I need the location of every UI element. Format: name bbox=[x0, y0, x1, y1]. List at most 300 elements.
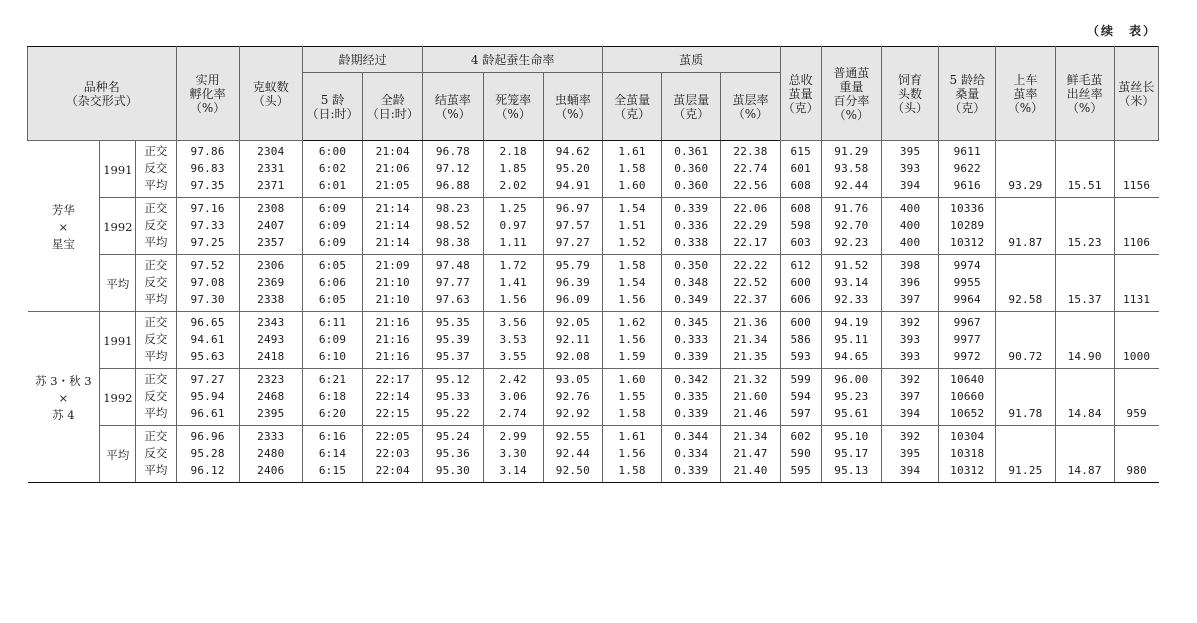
value-cell: 2371 bbox=[239, 177, 302, 198]
variety-line: × bbox=[58, 390, 69, 405]
value-cell: 92.55 bbox=[543, 426, 602, 446]
value-cell: 393 bbox=[881, 331, 938, 348]
value-cell: 97.77 bbox=[423, 274, 483, 291]
value-cell: 90.72 bbox=[996, 348, 1055, 369]
value-cell bbox=[1114, 426, 1158, 446]
table-row bbox=[28, 198, 1159, 218]
value-cell: 1.56 bbox=[602, 331, 661, 348]
value-cell: 21.34 bbox=[721, 331, 780, 348]
value-cell: 94.91 bbox=[543, 177, 602, 198]
value-cell bbox=[996, 160, 1055, 177]
value-cell: 0.345 bbox=[662, 312, 721, 332]
value-cell bbox=[1114, 274, 1158, 291]
value-cell: 1.25 bbox=[483, 198, 543, 218]
value-cell: 595 bbox=[780, 462, 821, 483]
value-cell: 96.97 bbox=[543, 198, 602, 218]
value-cell bbox=[1114, 388, 1158, 405]
value-cell: 0.339 bbox=[662, 405, 721, 426]
header-instar-5: 5 龄 （日:时） bbox=[302, 73, 362, 141]
value-cell: 15.23 bbox=[1055, 234, 1114, 255]
value-cell: 21:06 bbox=[363, 160, 423, 177]
value-cell: 15.51 bbox=[1055, 177, 1114, 198]
value-cell: 96.61 bbox=[176, 405, 239, 426]
value-cell: 96.39 bbox=[543, 274, 602, 291]
value-cell bbox=[996, 255, 1055, 275]
value-cell: 22.06 bbox=[721, 198, 780, 218]
value-cell: 6:20 bbox=[302, 405, 362, 426]
value-cell: 1.56 bbox=[483, 291, 543, 312]
value-cell: 597 bbox=[780, 405, 821, 426]
value-cell: 2338 bbox=[239, 291, 302, 312]
value-cell: 6:05 bbox=[302, 291, 362, 312]
value-cell: 92.08 bbox=[543, 348, 602, 369]
value-cell: 1131 bbox=[1114, 291, 1158, 312]
table-row bbox=[28, 312, 1159, 332]
value-cell: 98.23 bbox=[423, 198, 483, 218]
value-cell: 95.61 bbox=[821, 405, 881, 426]
value-cell: 2.42 bbox=[483, 369, 543, 389]
value-cell: 21.32 bbox=[721, 369, 780, 389]
value-cell: 400 bbox=[881, 234, 938, 255]
value-cell: 393 bbox=[881, 160, 938, 177]
year-cell: 1992 bbox=[100, 198, 136, 255]
value-cell: 22.29 bbox=[721, 217, 780, 234]
value-cell: 21:14 bbox=[363, 234, 423, 255]
value-cell: 608 bbox=[780, 177, 821, 198]
table-row bbox=[28, 388, 1159, 405]
table-row bbox=[28, 274, 1159, 291]
value-cell: 1.51 bbox=[602, 217, 661, 234]
value-cell: 22:05 bbox=[363, 426, 423, 446]
value-cell: 1.52 bbox=[602, 234, 661, 255]
value-cell: 0.344 bbox=[662, 426, 721, 446]
value-cell: 6:10 bbox=[302, 348, 362, 369]
value-cell: 1.58 bbox=[602, 405, 661, 426]
value-cell: 97.12 bbox=[423, 160, 483, 177]
table-row bbox=[28, 462, 1159, 483]
silkworm-data-table bbox=[27, 46, 1159, 483]
value-cell: 97.25 bbox=[176, 234, 239, 255]
cross-type-cell: 正交 bbox=[136, 312, 176, 332]
value-cell: 21:16 bbox=[363, 331, 423, 348]
value-cell: 0.349 bbox=[662, 291, 721, 312]
value-cell bbox=[1114, 160, 1158, 177]
value-cell: 91.29 bbox=[821, 141, 881, 161]
variety-line: 星宝 bbox=[51, 236, 75, 251]
value-cell: 94.65 bbox=[821, 348, 881, 369]
value-cell bbox=[1055, 198, 1114, 218]
value-cell: 9955 bbox=[939, 274, 996, 291]
value-cell: 96.96 bbox=[176, 426, 239, 446]
value-cell: 6:09 bbox=[302, 331, 362, 348]
value-cell: 397 bbox=[881, 291, 938, 312]
value-cell: 394 bbox=[881, 177, 938, 198]
value-cell: 91.76 bbox=[821, 198, 881, 218]
value-cell: 3.53 bbox=[483, 331, 543, 348]
value-cell: 2343 bbox=[239, 312, 302, 332]
value-cell: 22.52 bbox=[721, 274, 780, 291]
value-cell: 15.37 bbox=[1055, 291, 1114, 312]
value-cell: 1.72 bbox=[483, 255, 543, 275]
value-cell bbox=[996, 388, 1055, 405]
cross-type-cell: 反交 bbox=[136, 217, 176, 234]
value-cell: 9616 bbox=[939, 177, 996, 198]
value-cell: 394 bbox=[881, 462, 938, 483]
value-cell: 95.35 bbox=[423, 312, 483, 332]
value-cell: 22.74 bbox=[721, 160, 780, 177]
value-cell: 9977 bbox=[939, 331, 996, 348]
value-cell: 2323 bbox=[239, 369, 302, 389]
value-cell: 97.27 bbox=[176, 369, 239, 389]
value-cell: 392 bbox=[881, 312, 938, 332]
value-cell: 22:03 bbox=[363, 445, 423, 462]
value-cell: 9611 bbox=[939, 141, 996, 161]
value-cell: 92.11 bbox=[543, 331, 602, 348]
value-cell: 97.63 bbox=[423, 291, 483, 312]
value-cell: 1.62 bbox=[602, 312, 661, 332]
table-row bbox=[28, 177, 1159, 198]
header-shell-ratio: 茧层率 （%） bbox=[721, 73, 780, 141]
value-cell: 2306 bbox=[239, 255, 302, 275]
variety-cell bbox=[28, 141, 100, 312]
value-cell: 21:14 bbox=[363, 198, 423, 218]
value-cell: 91.52 bbox=[821, 255, 881, 275]
value-cell: 615 bbox=[780, 141, 821, 161]
value-cell: 6:15 bbox=[302, 462, 362, 483]
value-cell: 0.339 bbox=[662, 348, 721, 369]
header-instar-group: 龄期经过 bbox=[302, 47, 422, 73]
variety-line: 芳华 bbox=[51, 202, 75, 217]
value-cell: 94.19 bbox=[821, 312, 881, 332]
value-cell: 96.88 bbox=[423, 177, 483, 198]
value-cell: 97.48 bbox=[423, 255, 483, 275]
value-cell: 400 bbox=[881, 198, 938, 218]
table-row bbox=[28, 291, 1159, 312]
value-cell: 9967 bbox=[939, 312, 996, 332]
value-cell: 6:09 bbox=[302, 217, 362, 234]
value-cell: 95.36 bbox=[423, 445, 483, 462]
value-cell: 10312 bbox=[939, 462, 996, 483]
value-cell: 96.65 bbox=[176, 312, 239, 332]
header-total-yield: 总收 茧量 （克） bbox=[780, 47, 821, 141]
value-cell: 21:16 bbox=[363, 312, 423, 332]
year-cell: 平均 bbox=[100, 255, 136, 312]
header-ants-per-gram: 克蚁数 （头） bbox=[239, 47, 302, 141]
value-cell: 22:17 bbox=[363, 369, 423, 389]
value-cell: 590 bbox=[780, 445, 821, 462]
header-normal-cocoon-pct: 普通茧 重量 百分率 （%） bbox=[821, 47, 881, 141]
value-cell: 21.35 bbox=[721, 348, 780, 369]
value-cell: 980 bbox=[1114, 462, 1158, 483]
value-cell: 6:02 bbox=[302, 160, 362, 177]
value-cell: 398 bbox=[881, 255, 938, 275]
value-cell: 400 bbox=[881, 217, 938, 234]
value-cell: 395 bbox=[881, 445, 938, 462]
value-cell bbox=[1055, 331, 1114, 348]
value-cell: 1.58 bbox=[602, 462, 661, 483]
value-cell: 6:09 bbox=[302, 198, 362, 218]
cross-type-cell: 正交 bbox=[136, 369, 176, 389]
value-cell: 1.85 bbox=[483, 160, 543, 177]
value-cell bbox=[1055, 141, 1114, 161]
value-cell: 1106 bbox=[1114, 234, 1158, 255]
value-cell: 93.58 bbox=[821, 160, 881, 177]
value-cell: 22:04 bbox=[363, 462, 423, 483]
value-cell: 95.13 bbox=[821, 462, 881, 483]
value-cell: 2468 bbox=[239, 388, 302, 405]
value-cell: 959 bbox=[1114, 405, 1158, 426]
value-cell: 2418 bbox=[239, 348, 302, 369]
year-cell: 平均 bbox=[100, 426, 136, 483]
cross-type-cell: 反交 bbox=[136, 331, 176, 348]
value-cell: 21.47 bbox=[721, 445, 780, 462]
value-cell: 0.338 bbox=[662, 234, 721, 255]
value-cell: 603 bbox=[780, 234, 821, 255]
header-shell-weight: 茧层量 （克） bbox=[662, 73, 721, 141]
value-cell: 9622 bbox=[939, 160, 996, 177]
value-cell: 97.08 bbox=[176, 274, 239, 291]
value-cell: 10304 bbox=[939, 426, 996, 446]
value-cell: 97.33 bbox=[176, 217, 239, 234]
value-cell: 22:14 bbox=[363, 388, 423, 405]
value-cell: 392 bbox=[881, 369, 938, 389]
variety-cell bbox=[28, 312, 100, 483]
value-cell bbox=[1055, 160, 1114, 177]
value-cell: 98.38 bbox=[423, 234, 483, 255]
value-cell: 97.30 bbox=[176, 291, 239, 312]
value-cell: 95.30 bbox=[423, 462, 483, 483]
value-cell: 1.41 bbox=[483, 274, 543, 291]
value-cell: 93.29 bbox=[996, 177, 1055, 198]
value-cell: 1000 bbox=[1114, 348, 1158, 369]
value-cell: 95.79 bbox=[543, 255, 602, 275]
year-cell: 1992 bbox=[100, 369, 136, 426]
value-cell: 14.84 bbox=[1055, 405, 1114, 426]
value-cell: 91.78 bbox=[996, 405, 1055, 426]
header-variety: 品种名 （杂交形式） bbox=[28, 47, 177, 141]
value-cell: 0.339 bbox=[662, 198, 721, 218]
value-cell: 612 bbox=[780, 255, 821, 275]
value-cell bbox=[1114, 331, 1158, 348]
value-cell: 10336 bbox=[939, 198, 996, 218]
table-row bbox=[28, 141, 1159, 161]
value-cell: 95.10 bbox=[821, 426, 881, 446]
value-cell bbox=[1114, 255, 1158, 275]
value-cell: 21.34 bbox=[721, 426, 780, 446]
value-cell: 96.83 bbox=[176, 160, 239, 177]
value-cell: 394 bbox=[881, 405, 938, 426]
value-cell: 10318 bbox=[939, 445, 996, 462]
value-cell: 1.55 bbox=[602, 388, 661, 405]
value-cell: 2304 bbox=[239, 141, 302, 161]
value-cell: 2.99 bbox=[483, 426, 543, 446]
value-cell: 6:06 bbox=[302, 274, 362, 291]
value-cell: 21.36 bbox=[721, 312, 780, 332]
cross-type-cell: 反交 bbox=[136, 160, 176, 177]
value-cell: 97.35 bbox=[176, 177, 239, 198]
value-cell: 600 bbox=[780, 274, 821, 291]
value-cell: 1.56 bbox=[602, 445, 661, 462]
header-all-instar: 全龄 （日:时） bbox=[363, 73, 423, 141]
value-cell bbox=[996, 426, 1055, 446]
value-cell: 92.23 bbox=[821, 234, 881, 255]
value-cell: 95.28 bbox=[176, 445, 239, 462]
value-cell: 95.33 bbox=[423, 388, 483, 405]
value-cell: 96.09 bbox=[543, 291, 602, 312]
value-cell bbox=[1055, 217, 1114, 234]
value-cell: 10289 bbox=[939, 217, 996, 234]
value-cell: 2333 bbox=[239, 426, 302, 446]
header-filament-length: 茧丝长 （米） bbox=[1114, 47, 1158, 141]
value-cell: 1.54 bbox=[602, 198, 661, 218]
value-cell: 0.361 bbox=[662, 141, 721, 161]
value-cell: 93.14 bbox=[821, 274, 881, 291]
value-cell: 21:10 bbox=[363, 291, 423, 312]
value-cell: 98.52 bbox=[423, 217, 483, 234]
value-cell: 22.56 bbox=[721, 177, 780, 198]
value-cell: 6:21 bbox=[302, 369, 362, 389]
cross-type-cell: 平均 bbox=[136, 462, 176, 483]
cross-type-cell: 平均 bbox=[136, 177, 176, 198]
value-cell bbox=[996, 369, 1055, 389]
value-cell: 1.56 bbox=[602, 291, 661, 312]
header-reelable-rate: 上车 茧率 （%） bbox=[996, 47, 1055, 141]
value-cell bbox=[996, 198, 1055, 218]
value-cell: 97.86 bbox=[176, 141, 239, 161]
value-cell: 95.39 bbox=[423, 331, 483, 348]
value-cell: 598 bbox=[780, 217, 821, 234]
value-cell bbox=[1055, 274, 1114, 291]
value-cell: 608 bbox=[780, 198, 821, 218]
value-cell: 9974 bbox=[939, 255, 996, 275]
value-cell: 10660 bbox=[939, 388, 996, 405]
value-cell: 96.12 bbox=[176, 462, 239, 483]
value-cell: 92.92 bbox=[543, 405, 602, 426]
value-cell bbox=[1114, 445, 1158, 462]
header-quality-group: 茧质 bbox=[602, 47, 780, 73]
value-cell: 92.05 bbox=[543, 312, 602, 332]
value-cell: 14.87 bbox=[1055, 462, 1114, 483]
value-cell: 10652 bbox=[939, 405, 996, 426]
cross-type-cell: 反交 bbox=[136, 445, 176, 462]
value-cell: 2331 bbox=[239, 160, 302, 177]
cross-type-cell: 反交 bbox=[136, 274, 176, 291]
value-cell: 95.20 bbox=[543, 160, 602, 177]
value-cell: 21:16 bbox=[363, 348, 423, 369]
value-cell: 6:00 bbox=[302, 141, 362, 161]
year-cell: 1991 bbox=[100, 141, 136, 198]
value-cell: 1.58 bbox=[602, 255, 661, 275]
value-cell: 2.18 bbox=[483, 141, 543, 161]
value-cell: 1156 bbox=[1114, 177, 1158, 198]
value-cell: 2357 bbox=[239, 234, 302, 255]
value-cell: 0.360 bbox=[662, 177, 721, 198]
value-cell: 92.76 bbox=[543, 388, 602, 405]
value-cell: 1.59 bbox=[602, 348, 661, 369]
value-cell: 2480 bbox=[239, 445, 302, 462]
value-cell bbox=[996, 331, 1055, 348]
table-row bbox=[28, 234, 1159, 255]
value-cell: 593 bbox=[780, 348, 821, 369]
value-cell: 6:09 bbox=[302, 234, 362, 255]
value-cell: 95.37 bbox=[423, 348, 483, 369]
value-cell: 95.24 bbox=[423, 426, 483, 446]
variety-line: 苏 3・秋 3 bbox=[35, 373, 92, 388]
value-cell: 2395 bbox=[239, 405, 302, 426]
value-cell: 2406 bbox=[239, 462, 302, 483]
table-row bbox=[28, 348, 1159, 369]
value-cell: 0.342 bbox=[662, 369, 721, 389]
value-cell: 97.16 bbox=[176, 198, 239, 218]
cross-type-cell: 平均 bbox=[136, 291, 176, 312]
value-cell: 94.62 bbox=[543, 141, 602, 161]
value-cell: 91.25 bbox=[996, 462, 1055, 483]
value-cell: 95.12 bbox=[423, 369, 483, 389]
value-cell: 2308 bbox=[239, 198, 302, 218]
value-cell bbox=[996, 217, 1055, 234]
value-cell: 95.11 bbox=[821, 331, 881, 348]
value-cell bbox=[1055, 255, 1114, 275]
value-cell: 21:10 bbox=[363, 274, 423, 291]
header-pupation-rate: 虫蛹率 （%） bbox=[543, 73, 602, 141]
value-cell: 21.40 bbox=[721, 462, 780, 483]
value-cell: 0.335 bbox=[662, 388, 721, 405]
value-cell: 95.63 bbox=[176, 348, 239, 369]
cross-type-cell: 正交 bbox=[136, 426, 176, 446]
value-cell: 594 bbox=[780, 388, 821, 405]
value-cell: 14.90 bbox=[1055, 348, 1114, 369]
value-cell bbox=[1114, 312, 1158, 332]
value-cell: 92.50 bbox=[543, 462, 602, 483]
value-cell: 1.54 bbox=[602, 274, 661, 291]
value-cell: 393 bbox=[881, 348, 938, 369]
value-cell: 2.02 bbox=[483, 177, 543, 198]
table-row bbox=[28, 445, 1159, 462]
value-cell: 21.60 bbox=[721, 388, 780, 405]
cross-type-cell: 平均 bbox=[136, 348, 176, 369]
value-cell: 3.56 bbox=[483, 312, 543, 332]
value-cell: 0.334 bbox=[662, 445, 721, 462]
value-cell: 3.14 bbox=[483, 462, 543, 483]
table-row bbox=[28, 331, 1159, 348]
value-cell: 91.87 bbox=[996, 234, 1055, 255]
value-cell: 95.17 bbox=[821, 445, 881, 462]
value-cell: 22.38 bbox=[721, 141, 780, 161]
value-cell: 397 bbox=[881, 388, 938, 405]
value-cell: 1.11 bbox=[483, 234, 543, 255]
table-row bbox=[28, 369, 1159, 389]
year-cell: 1991 bbox=[100, 312, 136, 369]
value-cell: 92.70 bbox=[821, 217, 881, 234]
value-cell: 6:11 bbox=[302, 312, 362, 332]
value-cell: 0.333 bbox=[662, 331, 721, 348]
value-cell: 95.22 bbox=[423, 405, 483, 426]
value-cell: 6:18 bbox=[302, 388, 362, 405]
value-cell: 21:04 bbox=[363, 141, 423, 161]
value-cell: 3.55 bbox=[483, 348, 543, 369]
value-cell: 0.350 bbox=[662, 255, 721, 275]
value-cell: 3.30 bbox=[483, 445, 543, 462]
value-cell: 95.94 bbox=[176, 388, 239, 405]
value-cell bbox=[996, 141, 1055, 161]
table-row bbox=[28, 405, 1159, 426]
value-cell: 1.61 bbox=[602, 426, 661, 446]
value-cell: 0.336 bbox=[662, 217, 721, 234]
header-reared-count: 饲育 头数 （头） bbox=[881, 47, 938, 141]
value-cell: 0.348 bbox=[662, 274, 721, 291]
cross-type-cell: 正交 bbox=[136, 255, 176, 275]
value-cell: 601 bbox=[780, 160, 821, 177]
